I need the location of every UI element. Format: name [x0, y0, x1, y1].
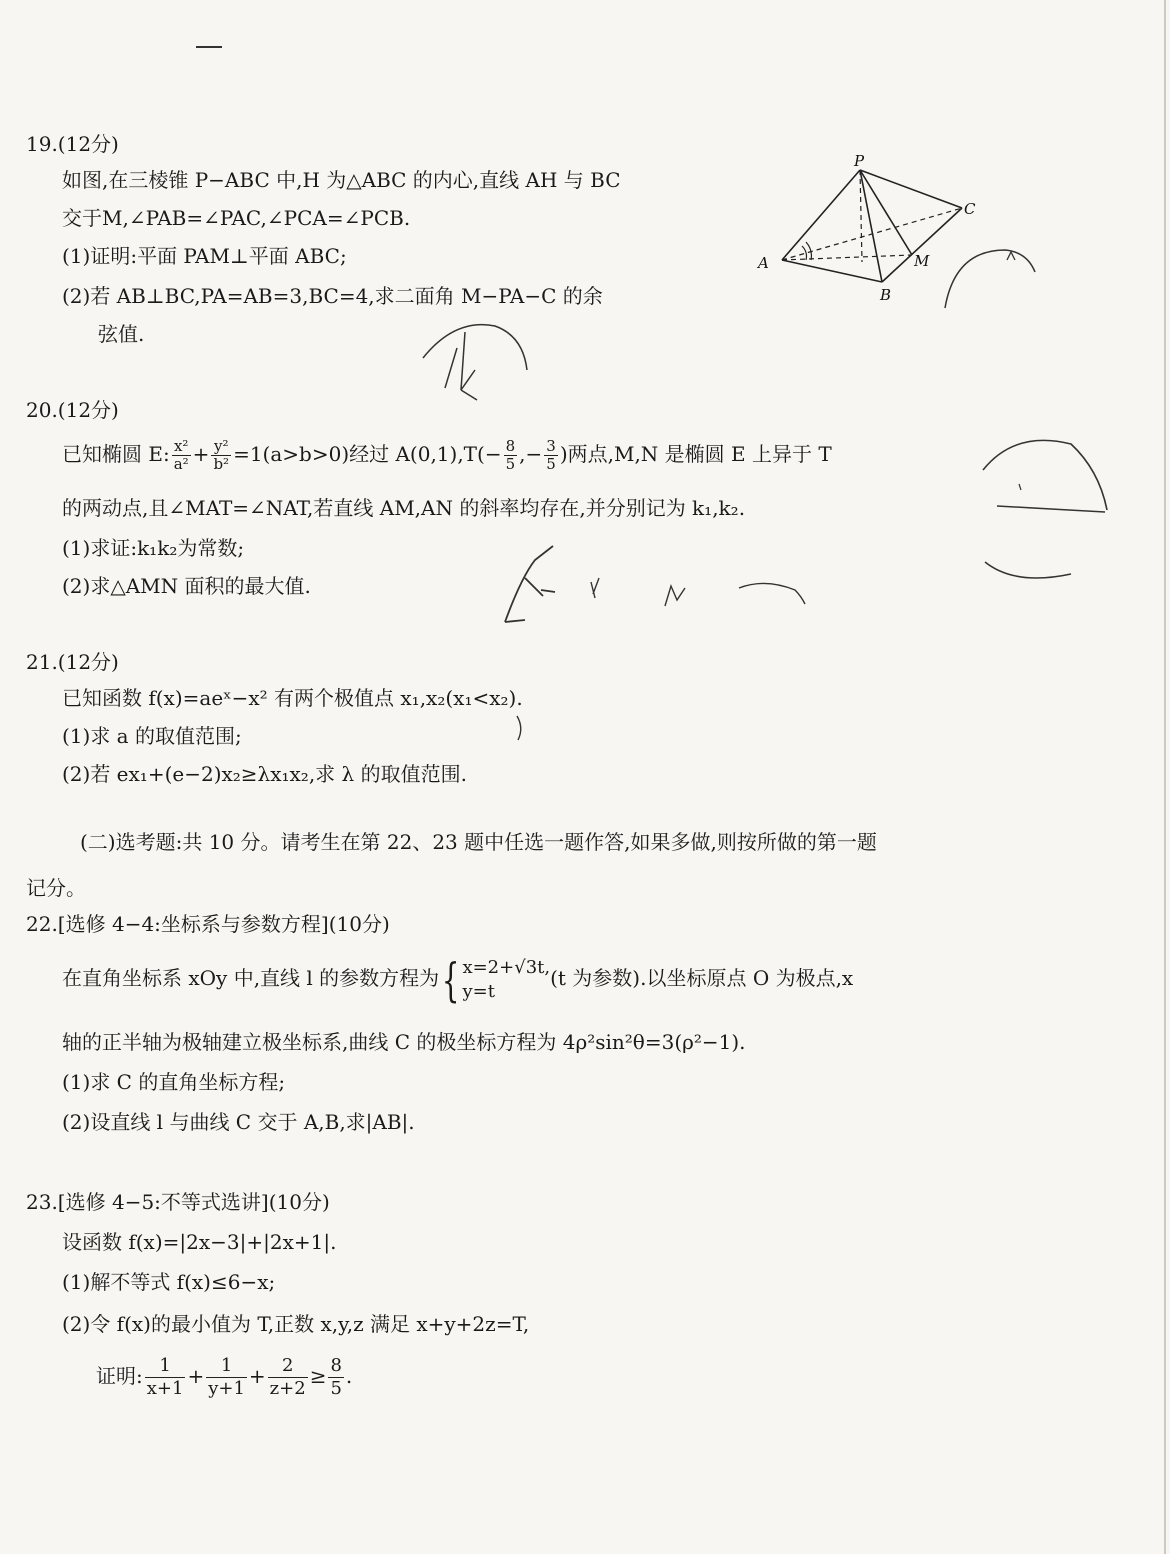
frac-den: 5: [546, 455, 556, 473]
elective-line1: (二)选考题:共 10 分。请考生在第 22、23 题中任选一题作答,如果多做,则按所做的第一题: [80, 830, 877, 854]
elective-line2: 记分。: [26, 876, 86, 900]
fig-label-A: A: [758, 254, 769, 272]
q20-line2: 的两动点,且∠MAT=∠NAT,若直线 AM,AN 的斜率均存在,并分别记为 k₁,k₂.: [62, 496, 746, 520]
q22-part1: (1)求 C 的直角坐标方程;: [62, 1070, 286, 1094]
frac-num: 3: [546, 437, 556, 455]
proof-label: 证明:: [96, 1364, 143, 1388]
pencil-scribble-4: [495, 538, 815, 628]
q19-part2-cont: 弦值.: [98, 322, 145, 346]
comma-neg: ,−: [519, 442, 543, 466]
q22-line1-a: 在直角坐标系 xOy 中,直线 l 的参数方程为: [62, 966, 440, 990]
top-pen-mark: [196, 46, 222, 48]
q22-line2: 轴的正半轴为极轴建立极坐标系,曲线 C 的极坐标方程为 4ρ²sin²θ=3(ρ²−1).: [62, 1030, 746, 1054]
q20-line1: [62, 432, 832, 476]
frac-den: 5: [330, 1378, 342, 1399]
frac-num: 8: [505, 437, 516, 455]
geq-sign: ≥: [309, 1364, 327, 1388]
q19-line2: 交于M,∠PAB=∠PAC,∠PCA=∠PCB.: [62, 206, 411, 230]
frac-den: 5: [505, 455, 516, 473]
q23-part1: (1)解不等式 f(x)≤6−x;: [62, 1270, 276, 1294]
frac-1-x1: [145, 1355, 186, 1400]
frac-den: b²: [213, 455, 230, 473]
q19-line1: 如图,在三棱锥 P−ABC 中,H 为△ABC 的内心,直线 AH 与 BC: [62, 168, 621, 192]
q22-line1-b: (t 为参数).以坐标原点 O 为极点,x: [550, 966, 854, 990]
q21-header: 21.(12分): [26, 650, 119, 674]
q23-proof-line: [96, 1350, 352, 1402]
frac-den: a²: [173, 455, 189, 473]
frac-y2-b2: [211, 438, 231, 473]
frac-2-z2: [268, 1355, 308, 1400]
frac-1-y1: [206, 1355, 247, 1400]
q20-part2: (2)求△AMN 面积的最大值.: [62, 574, 311, 598]
frac-num: 2: [268, 1355, 308, 1378]
q19-part1: (1)证明:平面 PAM⊥平面 ABC;: [62, 244, 347, 268]
frac-8-5: [328, 1355, 343, 1400]
pencil-scribble-1: [935, 230, 1045, 315]
q20-header: 20.(12分): [26, 398, 119, 422]
left-brace: {: [442, 952, 460, 1007]
q23-header: 23.[选修 4−5:不等式选讲](10分): [26, 1190, 330, 1214]
plus-sign: +: [187, 1364, 205, 1388]
pencil-mark-paren: [514, 714, 528, 742]
q21-part1: (1)求 a 的取值范围;: [62, 724, 242, 748]
q20-line1-a: 已知椭圆 E:: [62, 442, 170, 466]
q22-part2: (2)设直线 l 与曲线 C 交于 A,B,求|AB|.: [62, 1110, 415, 1134]
q20-part1: (1)求证:k₁k₂为常数;: [62, 536, 245, 560]
frac-den: x+1: [146, 1378, 184, 1399]
param-equation-system: [462, 956, 550, 1004]
q19-header: 19.(12分): [26, 132, 119, 156]
param-eq-x: x=2+√3t,: [462, 956, 551, 978]
frac-num: x²: [172, 438, 191, 456]
fig-label-B: B: [880, 286, 892, 304]
period: .: [345, 1364, 353, 1388]
frac-8-5: [504, 438, 518, 473]
param-eq-y: y=t: [462, 980, 495, 1002]
plus-sign: +: [192, 442, 210, 466]
q21-line1: 已知函数 f(x)=aeˣ−x² 有两个极值点 x₁,x₂(x₁<x₂).: [62, 686, 523, 710]
q22-line1: [62, 950, 853, 1006]
frac-num: 1: [206, 1355, 247, 1378]
fig-label-P: P: [854, 152, 865, 170]
q19-part2: (2)若 AB⊥BC,PA=AB=3,BC=4,求二面角 M−PA−C 的余: [62, 284, 603, 308]
paren-open: (−: [477, 442, 502, 466]
plus-sign: +: [248, 1364, 266, 1388]
pencil-scribble-3: [975, 430, 1115, 590]
frac-num: 8: [330, 1355, 342, 1376]
frac-den: y+1: [208, 1378, 245, 1399]
frac-num: y²: [211, 438, 231, 456]
q21-part2: (2)若 ex₁+(e−2)x₂≥λx₁x₂,求 λ 的取值范围.: [62, 762, 467, 786]
frac-3-5: [544, 438, 558, 473]
frac-x2-a2: [172, 438, 191, 473]
q23-line1: 设函数 f(x)=|2x−3|+|2x+1|.: [62, 1230, 337, 1254]
pencil-scribble-2: [415, 318, 535, 408]
frac-num: 1: [145, 1355, 186, 1378]
q23-part2: (2)令 f(x)的最小值为 T,正数 x,y,z 满足 x+y+2z=T,: [62, 1312, 530, 1336]
q22-header: 22.[选修 4−4:坐标系与参数方程](10分): [26, 912, 390, 936]
q20-line1-c: )两点,M,N 是椭圆 E 上异于 T: [559, 442, 832, 466]
q20-line1-b: =1(a>b>0)经过 A(0,1),T: [233, 442, 478, 466]
frac-den: z+2: [269, 1378, 306, 1399]
fig-label-C: C: [964, 200, 976, 218]
fig-label-M: M: [914, 252, 930, 270]
page-edge-divider: [1164, 0, 1166, 1554]
